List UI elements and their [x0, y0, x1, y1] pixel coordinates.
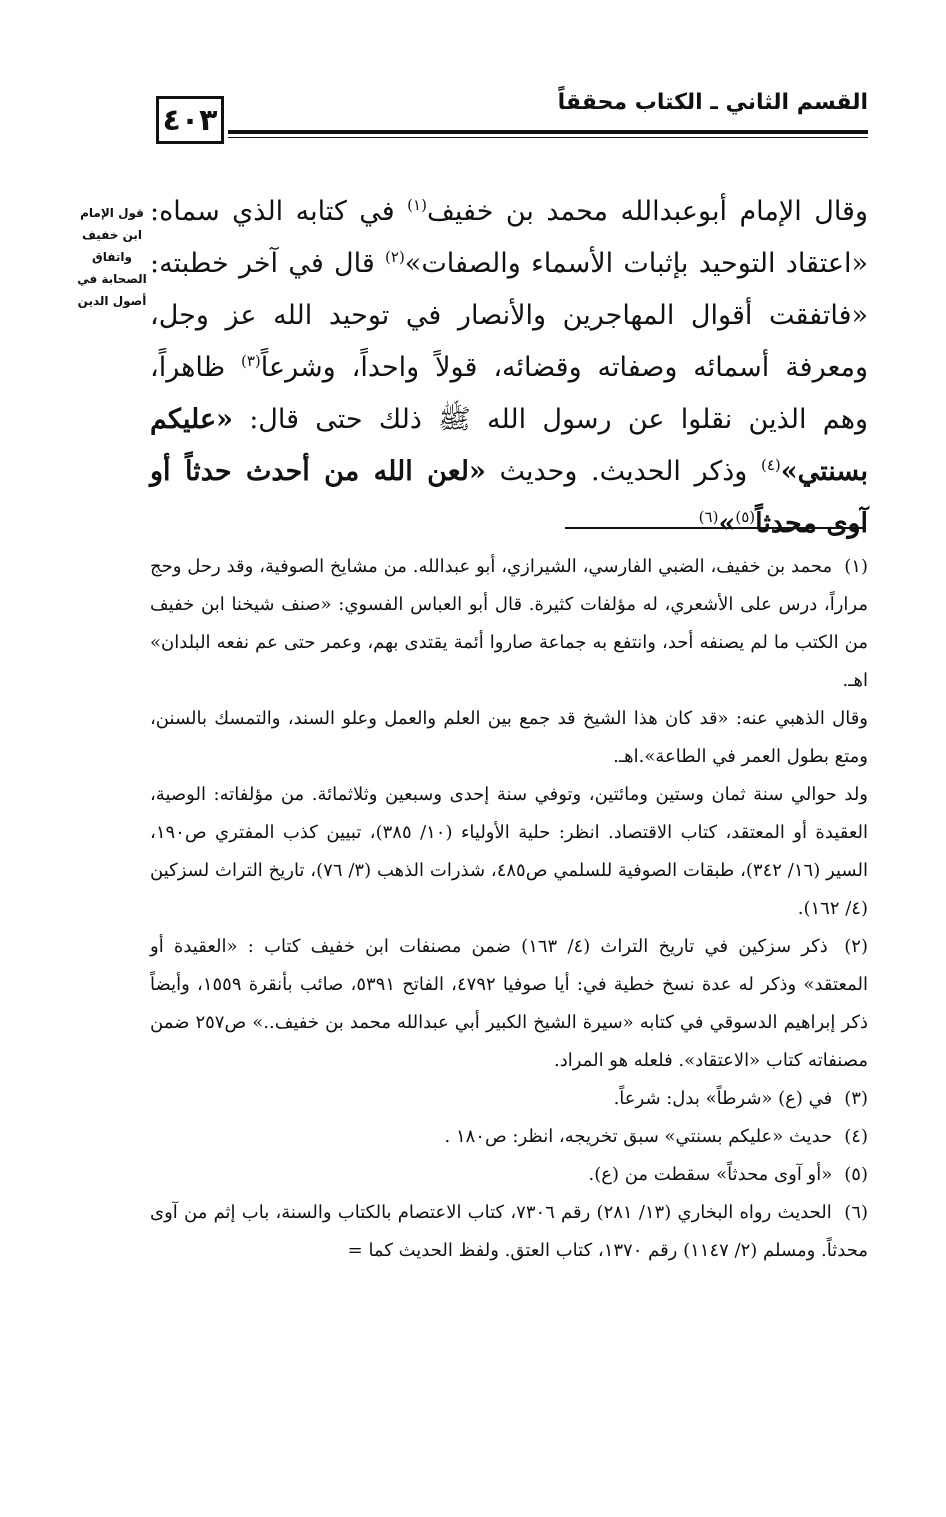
text-run: ظاهراً، وهم الذين نقلوا عن رسول الله ﷺ ذلك حتى قال:	[150, 352, 868, 435]
footnote	[150, 700, 868, 776]
footnote	[150, 1156, 868, 1194]
text-run: وقال الإمام أبوعبدالله محمد بن خفيف	[426, 196, 868, 227]
footnote-ref: (٦)	[698, 508, 719, 526]
text-run: قال في آخر خطبته: «فاتفقت أقوال المهاجرين والأنصار في توحيد الله عز وجل، ومعرفة أسمائه وصفاته وقضائه، قولاً واحداً، وشرعاً	[150, 248, 868, 383]
main-text	[150, 186, 868, 550]
quote-close: »	[718, 508, 736, 539]
page-number: ٤٠٣	[156, 96, 224, 144]
footnote-ref: (١)	[407, 196, 427, 214]
footnote-number: (٢)	[844, 936, 868, 957]
footnote	[150, 1194, 868, 1270]
footnote-text: «أو آوى محدثاً» سقطت من (ع).	[588, 1164, 833, 1185]
footnote-number: (٦)	[844, 1202, 869, 1223]
footnote-text: في (ع) «شرطاً» بدل: شرعاً.	[613, 1088, 833, 1109]
footnote-text: ولد حوالي سنة ثمان وستين ومائتين، وتوفي سنة إحدى وسبعين وثلاثمائة. من مؤلفاته: الوصية، العقيدة أو المعتقد، كتاب الاقتصاد. انظر: حلية الأولياء (١٠/ ٣٨٥)، تبيين كذب المفتري ص١٩٠، السير (١٦/ ٣٤٢)، طبقات الصوفية للسلمي ص٤٨٥، شذرات الذهب (٣/ ٧٦)، تاريخ التراث لسزكين (٤/ ١٦٢).	[150, 784, 868, 919]
text-run: وذكر الحديث. وحديث	[485, 456, 761, 487]
footnote-ref: (٤)	[760, 456, 781, 474]
footnotes	[150, 548, 868, 1270]
footnote	[150, 548, 868, 700]
hadith-quote: «عليكم بسنتي»	[150, 404, 869, 487]
footnote-text: ذكر سزكين في تاريخ التراث (٤/ ١٦٣) ضمن مصنفات ابن خفيف كتاب : «العقيدة أو المعتقد» وذكر له عدة نسخ خطية في: أيا صوفيا ٤٧٩٢، الفاتح ٥٣٩١، صائب بأنقرة ١٥٥٩، وأيضاً ذكر إبراهيم الدسوقي في كتابه «سيرة الشيخ الكبير أبي عبدالله محمد بن خفيف..» ص٢٥٧ ضمن مصنفاته كتاب «الاعتقاد». فلعله هو المراد.	[150, 936, 869, 1071]
footnote-number: (٣)	[844, 1088, 868, 1109]
footnote-ref: (٣)	[241, 352, 261, 370]
header-rule	[228, 130, 868, 138]
footnote	[150, 1118, 868, 1156]
footnote	[150, 928, 868, 1080]
footnote-ref: (٥)	[735, 508, 756, 526]
footnote	[150, 1080, 868, 1118]
footnote-text: وقال الذهبي عنه: «قد كان هذا الشيخ قد جمع بين العلم والعمل وعلو السند، والتمسك بالسنن، ومتع بطول العمر في الطاعة».اهـ.	[150, 708, 868, 767]
footnote	[150, 776, 868, 928]
running-head: القسم الثاني ـ الكتاب محققاً	[557, 90, 868, 115]
footnote-ref: (٢)	[385, 248, 405, 266]
footnote-number: (٤)	[844, 1126, 868, 1147]
footnote-text: الحديث رواه البخاري (١٣/ ٢٨١) رقم ٧٣٠٦، كتاب الاعتصام بالكتاب والسنة، باب إثم من آوى محدثاً. ومسلم (٢/ ١١٤٧) رقم ١٣٧٠، كتاب العتق. ولفظ الحديث كما =	[150, 1202, 868, 1261]
main-paragraph	[150, 186, 868, 550]
footnote-separator	[565, 527, 865, 529]
footnote-number: (٥)	[844, 1164, 868, 1185]
footnote-number: (١)	[844, 556, 868, 577]
footnote-text: حديث «عليكم بسنتي» سبق تخريجه، انظر: ص١٨٠ .	[444, 1126, 833, 1147]
page-header	[150, 88, 868, 158]
text-run: في كتابه الذي سماه: «اعتقاد التوحيد بإثبات الأسماء والصفات»	[150, 196, 868, 279]
footnote-text: محمد بن خفيف، الضبي الفارسي، الشيرازي، أبو عبدالله. من مشايخ الصوفية، وقد رحل وحج مراراً، درس على الأشعري، له مؤلفات كثيرة. قال أبو العباس الفسوي: «صنف شيخنا ابن خفيف من الكتب ما لم يصنفه أحد، وانتفع به جماعة صاروا أئمة يقتدى بهم، وعمر حتى عم نفعه البلدان» اهـ.	[150, 556, 868, 691]
hadith-quote: «لعن الله من أحدث حدثاً أو آوى محدثاً	[150, 456, 868, 539]
margin-note: قول الإمام ابن خفيف واتفاق الصحابة في أصول الدين	[77, 206, 147, 308]
